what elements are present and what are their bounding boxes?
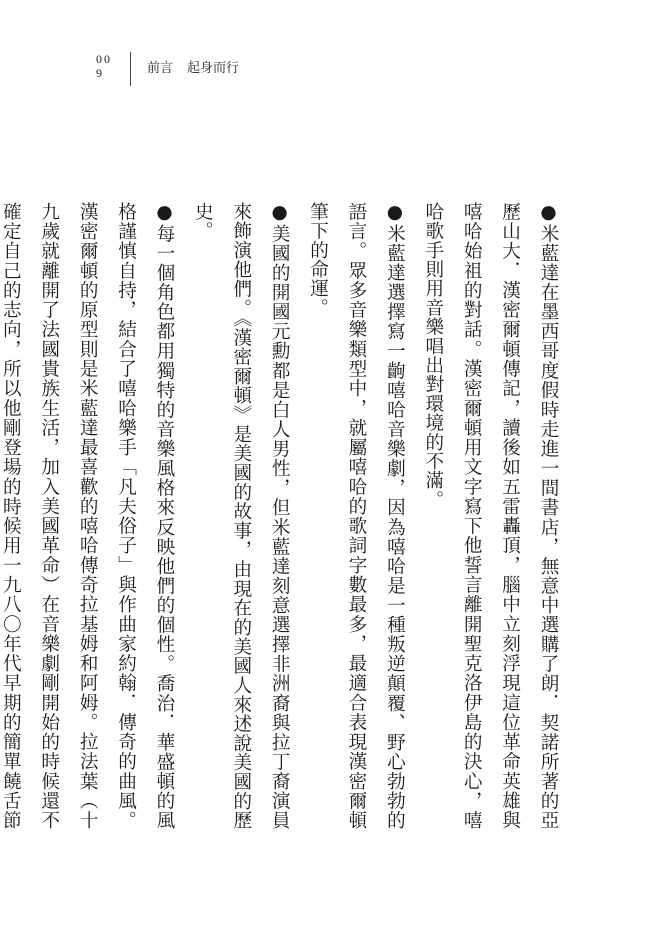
paragraph-text: 米藍達在墨西哥度假時走進一間書店，無意中選購了朗．契諾所著的亞歷山大．漢密爾頓傳記，讀後如五雷轟頂，腦中立刻浮現這位革命英雄與嘻哈始祖的對話。漢密爾頓用文字寫下他誓言離開聖克洛伊島的決心，嘻哈歌手則用音樂唱出對環境的不滿。 (422, 202, 559, 830)
chapter-title: 起身而行 (187, 61, 240, 76)
page-number: 009 (96, 52, 112, 80)
chapter-heading (147, 52, 239, 86)
bullet-icon: ● (269, 202, 291, 224)
paragraph-text: 美國的開國元勳都是白人男性，但米藍達刻意選擇非洲裔與拉丁裔演員來飾演他們。《漢密爾頓》是美國的故事，由現在的美國人來述說美國的歷史。 (192, 202, 291, 830)
body-text (0, 202, 567, 830)
bullet-icon: ● (538, 202, 559, 224)
paragraph (298, 202, 413, 830)
section-label: 前言 (147, 61, 174, 76)
paragraph-text: 米藍達選擇寫一齣嘻哈音樂劇，因為嘻哈是一種叛逆顛覆、野心勃勃的語言。眾多音樂類型中，就屬嘻哈的歌詞字數最多，最適合表現漢密爾頓筆下的命運。 (307, 202, 406, 830)
paragraph (413, 202, 567, 830)
bullet-icon: ● (384, 202, 406, 224)
paragraph (183, 202, 298, 830)
bullet-icon: ● (153, 202, 175, 224)
paragraph (0, 202, 183, 830)
header-divider (130, 52, 131, 86)
paragraph-text: 每一個角色都用獨特的音樂風格來反映他們的個性。喬治．華盛頓的風格謹慎自持，結合了嘻哈樂手「凡夫俗子」與作曲家約翰．傳奇的曲風。漢密爾頓的原型則是米藍達最喜歡的嘻哈傳奇拉基姆和阿姆。拉法葉（十九歲就離開了法國貴族生活，加入美國革命）在音樂劇剛開始的時候還不確定自己的志向，所以他剛登場的時候用一九八〇年代早期的簡單饒舌節 (0, 202, 175, 830)
running-header (96, 52, 239, 86)
